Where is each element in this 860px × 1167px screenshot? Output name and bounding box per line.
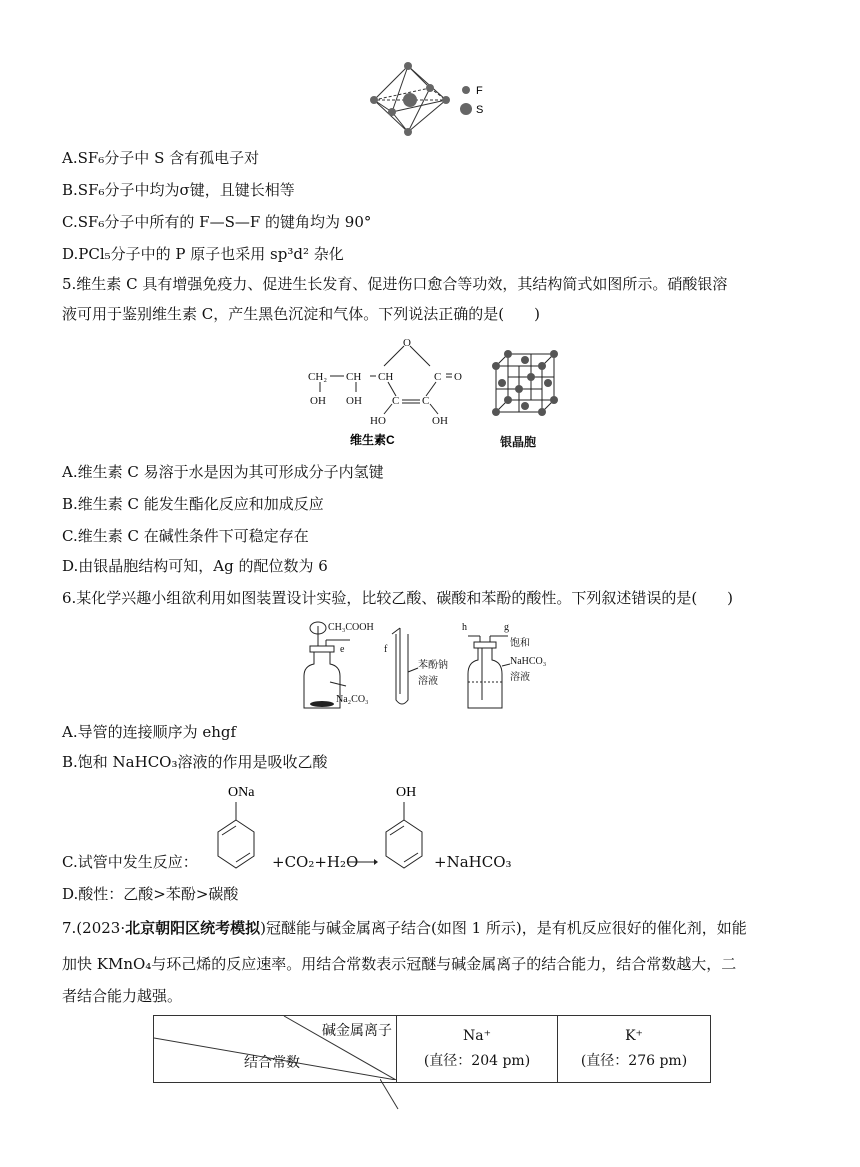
q6-c-reagents: +CO₂+H₂O — [272, 853, 359, 871]
na-ion: Na⁺ — [463, 1028, 491, 1044]
sodium-phenolate-structure — [210, 780, 270, 880]
reaction-arrow — [348, 857, 378, 867]
vc-ring-o: O — [403, 337, 411, 349]
vc-ch2: CH₂ — [308, 371, 328, 383]
acidity-apparatus-figure — [296, 616, 566, 712]
header-ion-label: 碱金属离子 — [322, 1023, 392, 1039]
vc-ho: HO — [370, 415, 386, 427]
vc-ch-2: CH — [378, 371, 394, 383]
q4-option-d: D.PCl₅分子中的 P 原子也采用 sp³d² 杂化 — [62, 245, 344, 263]
vc-c-carbonyl: C — [434, 371, 442, 383]
label-nahco3: NaHCO₃ — [510, 656, 547, 667]
k-column-header — [558, 1016, 711, 1083]
vc-oh-2: OH — [346, 395, 362, 407]
label-phenolate-solution: 溶液 — [418, 676, 438, 687]
q7-stem-line1 — [62, 918, 747, 938]
q7-number: 7.(2023· — [62, 919, 126, 937]
q5-stem-line1: 5.维生素 C 具有增强免疫力、促进生长发育、促进伤口愈合等功效，其结构简式如图所示。硝酸银溶 — [62, 275, 728, 293]
sf6-structure-figure — [360, 60, 500, 140]
q6-stem: 6.某化学兴趣小组欲利用如图装置设计实验，比较乙酸、碳酸和苯酚的酸性。下列叙述错误的是( ) — [62, 589, 734, 607]
label-e: e — [340, 644, 345, 655]
vc-ch-1: CH — [346, 371, 362, 383]
vc-c-left: C — [392, 395, 400, 407]
label-nahco3-solution: 溶液 — [510, 672, 530, 683]
ona-label: ONa — [228, 785, 255, 800]
q4-option-b: B.SF₆分子中均为σ键，且键长相等 — [62, 181, 295, 199]
q4-option-c: C.SF₆分子中所有的 F—S—F 的键角均为 90° — [62, 213, 372, 231]
q6-option-d: D.酸性：乙酸>苯酚>碳酸 — [62, 885, 239, 903]
label-f: f — [384, 644, 388, 655]
q7-stem-line3: 者结合能力越强。 — [62, 987, 183, 1005]
q5-option-a: A.维生素 C 易溶于水是因为其可形成分子内氢键 — [62, 463, 384, 481]
oh-label: OH — [396, 785, 417, 800]
q6-option-b: B.饱和 NaHCO₃溶液的作用是吸收乙酸 — [62, 753, 328, 771]
silver-unit-cell-figure — [490, 350, 560, 420]
header-constant-label: 结合常数 — [244, 1055, 300, 1071]
vc-oh-1: OH — [310, 395, 326, 407]
q6-option-c-prefix: C.试管中发生反应： — [62, 853, 198, 871]
legend-s: S — [476, 104, 484, 116]
legend-f: F — [476, 85, 483, 97]
label-saturated: 饱和 — [510, 638, 530, 649]
q4-option-a: A.SF₆分子中 S 含有孤电子对 — [62, 149, 260, 167]
k-ion: K⁺ — [625, 1028, 643, 1044]
vc-oh-3: OH — [432, 415, 448, 427]
label-na2co3: Na₂CO₃ — [336, 694, 369, 705]
q6-option-a: A.导管的连接顺序为 ehgf — [62, 723, 237, 741]
phenol-structure — [378, 780, 438, 880]
na-diameter: (直径：204 pm) — [423, 1053, 531, 1069]
q5-option-b: B.维生素 C 能发生酯化反应和加成反应 — [62, 495, 324, 513]
q7-source: 北京朝阳区统考模拟 — [125, 919, 261, 937]
label-h: h — [462, 622, 467, 633]
table-diagonal-overflow — [380, 1079, 404, 1113]
vitamin-c-caption: 维生素C — [350, 433, 395, 447]
label-ch3cooh: CH₃COOH — [328, 622, 374, 633]
q5-stem-line2: 液可用于鉴别维生素 C，产生黑色沉淀和气体。下列说法正确的是( ) — [62, 305, 540, 323]
q5-option-d: D.由银晶胞结构可知，Ag 的配位数为 6 — [62, 557, 328, 575]
table-diagonal-header — [154, 1016, 397, 1083]
vc-o-carbonyl: O — [454, 371, 462, 383]
vc-c-right: C — [422, 395, 430, 407]
label-g: g — [504, 622, 509, 633]
silver-cell-caption: 银晶胞 — [500, 435, 537, 449]
vitamin-c-structure-figure — [300, 336, 480, 452]
q7-stem-line1-rest: )冠醚能与碱金属离子结合(如图 1 所示)，是有机反应很好的催化剂，如能 — [260, 919, 747, 937]
q5-option-c: C.维生素 C 在碱性条件下可稳定存在 — [62, 527, 309, 545]
label-phenolate: 苯酚钠 — [418, 660, 448, 671]
q7-stem-line2: 加快 KMnO₄与环己烯的反应速率。用结合常数表示冠醚与碱金属离子的结合能力，结合常数越大，二 — [62, 955, 737, 973]
na-column-header — [397, 1016, 558, 1083]
k-diameter: (直径：276 pm) — [580, 1053, 688, 1069]
q6-c-product: +NaHCO₃ — [434, 853, 512, 871]
binding-constant-table — [153, 1015, 711, 1083]
